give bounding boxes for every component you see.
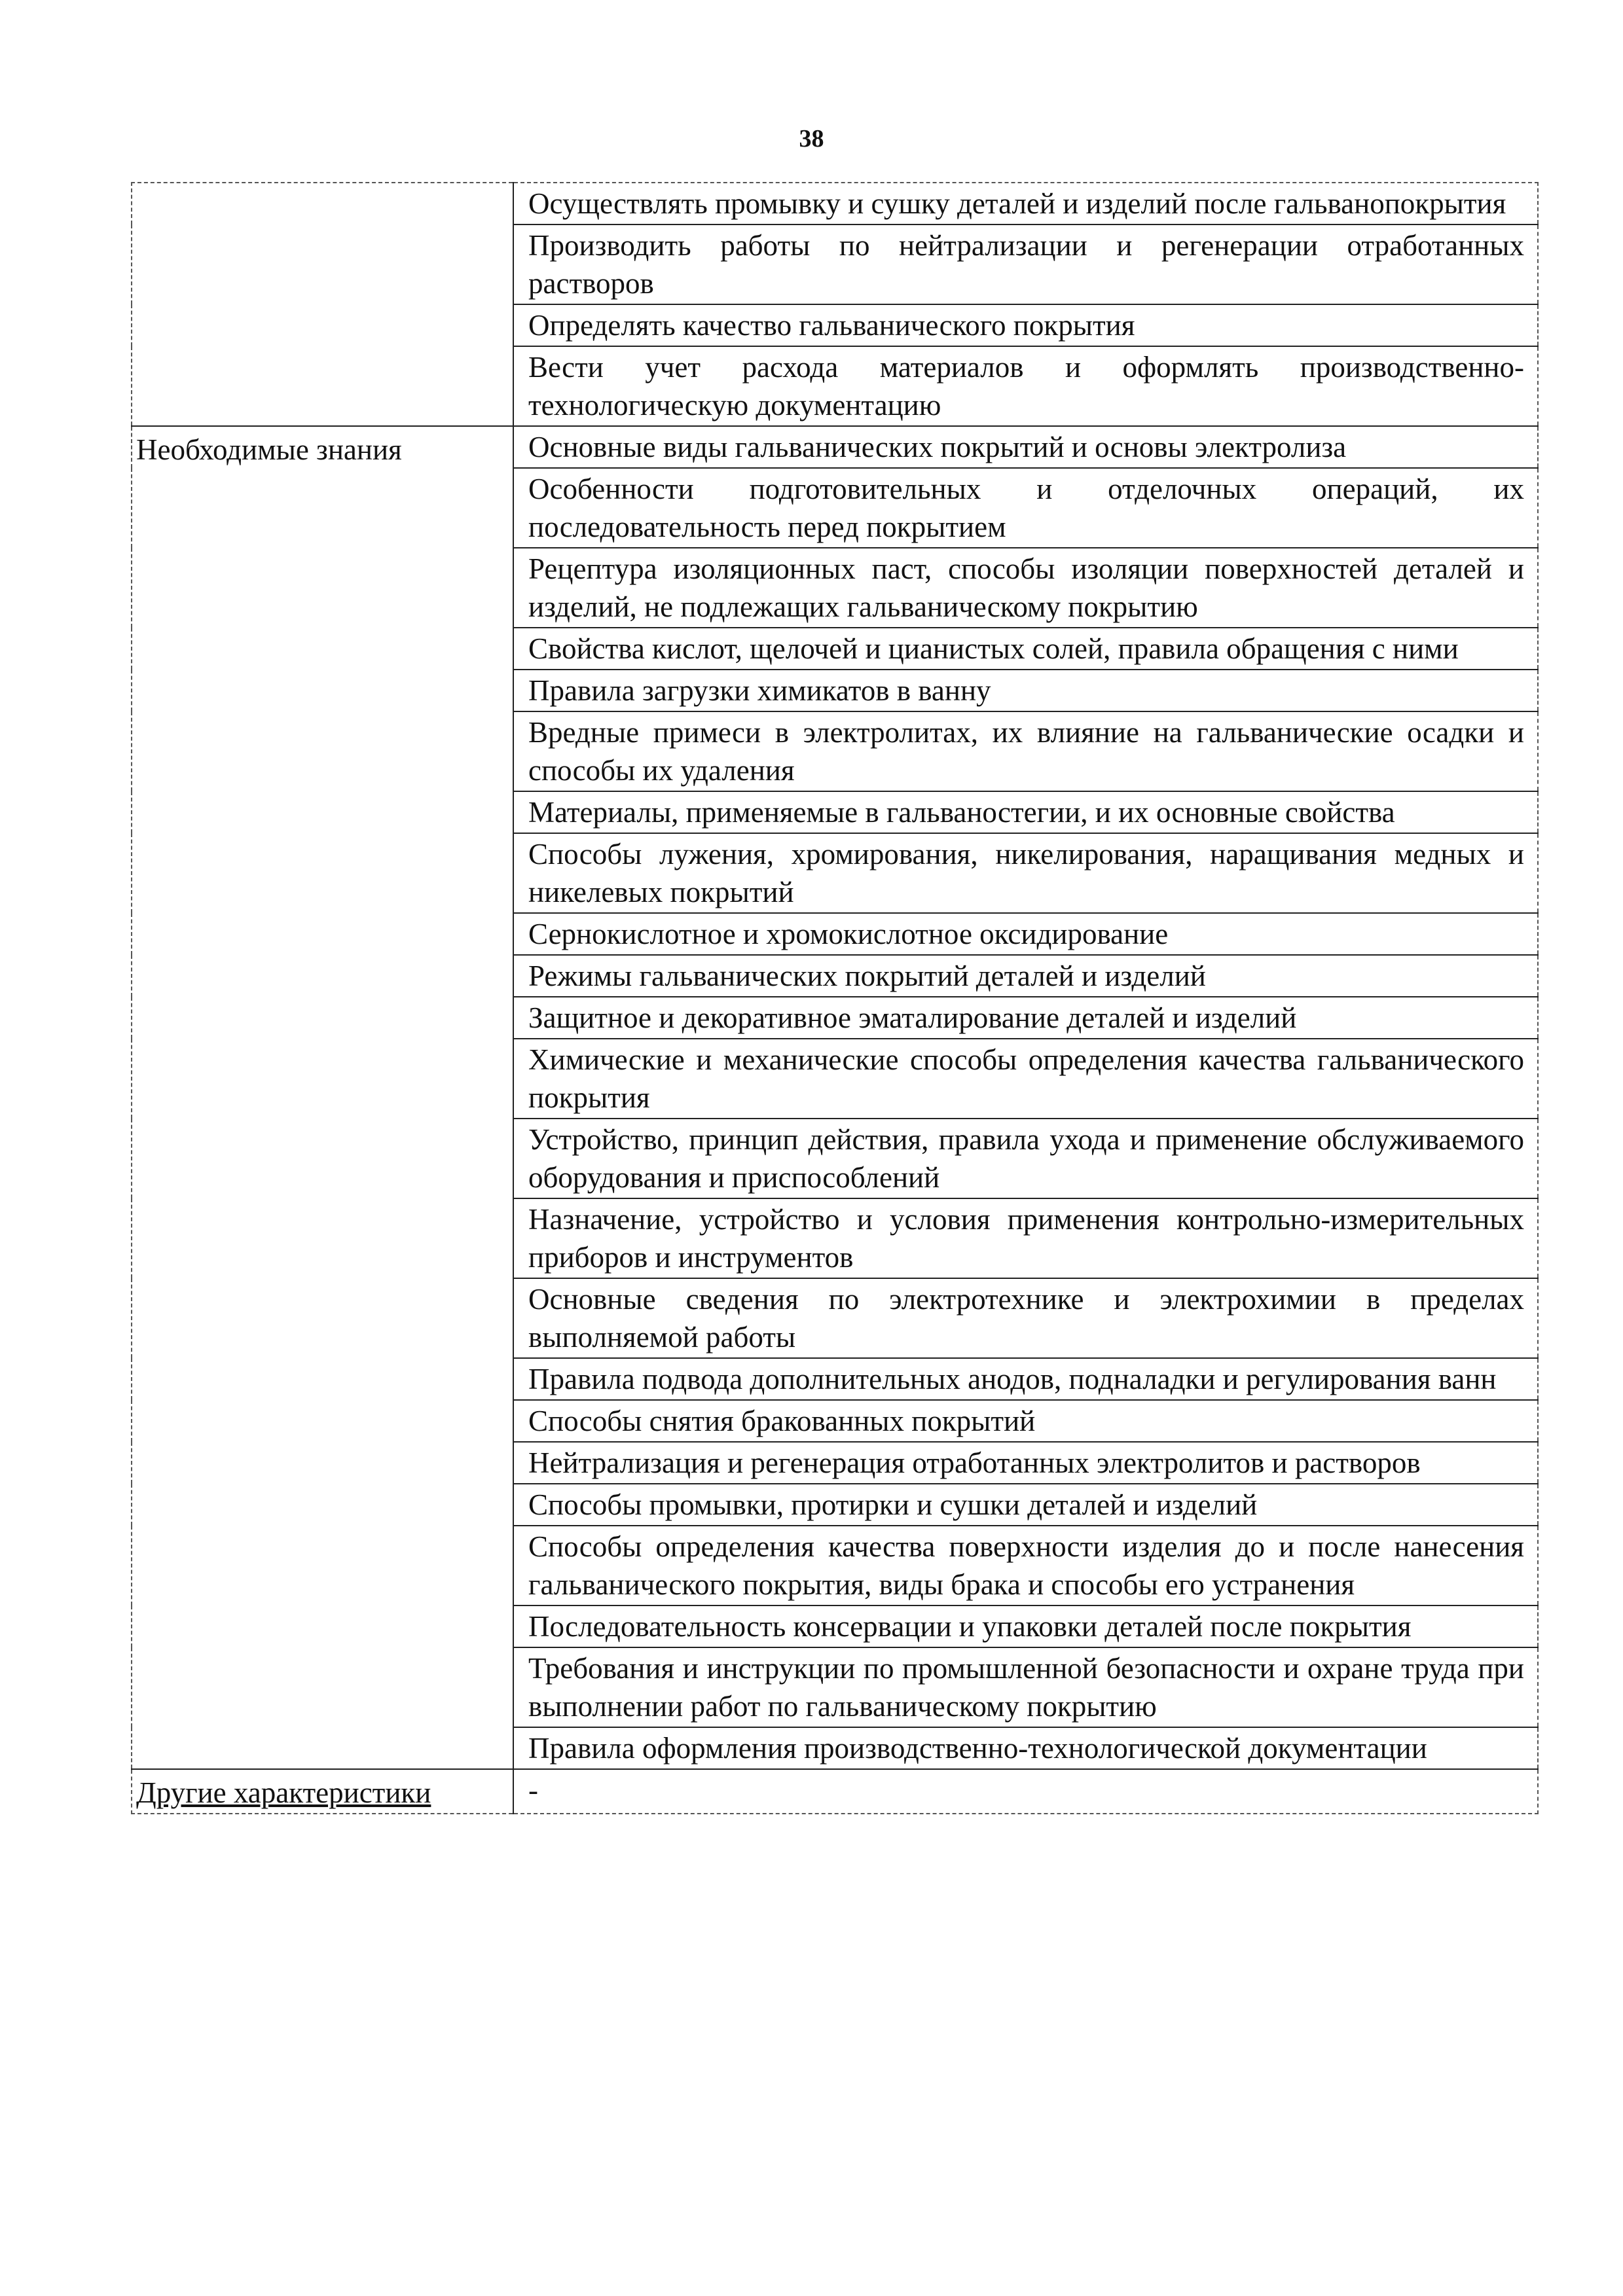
requirement-item: Правила оформления производственно-технологической документации xyxy=(513,1727,1538,1769)
requirement-item: Рецептура изоляционных паст, способы изоляции поверхностей деталей и изделий, не подлежащих гальваническому покрытию xyxy=(513,548,1538,628)
requirement-item: Химические и механические способы определения качества гальванического покрытия xyxy=(513,1039,1538,1119)
table-row xyxy=(132,1769,1538,1814)
section-label: Необходимые знания xyxy=(136,433,402,466)
requirement-item: Правила подвода дополнительных анодов, подналадки и регулирования ванн xyxy=(513,1358,1538,1400)
page-number: 38 xyxy=(799,125,824,152)
requirement-item: Способы промывки, протирки и сушки деталей и изделий xyxy=(513,1484,1538,1526)
requirement-item: Последовательность консервации и упаковки деталей после покрытия xyxy=(513,1605,1538,1647)
requirement-item: Особенности подготовительных и отделочных операций, их последовательность перед покрытием xyxy=(513,468,1538,548)
requirement-item: Защитное и декоративное эматалирование деталей и изделий xyxy=(513,997,1538,1039)
requirement-item: Основные виды гальванических покрытий и основы электролиза xyxy=(513,426,1538,468)
requirement-item: Правила загрузки химикатов в ванну xyxy=(513,670,1538,711)
requirement-item: Основные сведения по электротехнике и электрохимии в пределах выполняемой работы xyxy=(513,1278,1538,1358)
requirement-item: Материалы, применяемые в гальваностегии, и их основные свойства xyxy=(513,791,1538,833)
requirement-item: Способы снятия бракованных покрытий xyxy=(513,1400,1538,1442)
requirement-item: Способы лужения, хромирования, никелирования, наращивания медных и никелевых покрытий xyxy=(513,833,1538,913)
section-label-cell xyxy=(132,183,513,426)
section-label: Другие характеристики xyxy=(136,1776,431,1809)
section-label-cell xyxy=(132,426,513,1769)
table-row xyxy=(132,426,1538,468)
qualification-table xyxy=(131,182,1539,1814)
requirement-item: Вести учет расхода материалов и оформлять производственно-технологическую документацию xyxy=(513,346,1538,426)
requirement-item: Способы определения качества поверхности изделия до и после нанесения гальванического покрытия, виды брака и способы его устранения xyxy=(513,1526,1538,1605)
requirement-item: - xyxy=(513,1769,1538,1814)
requirement-item: Определять качество гальванического покрытия xyxy=(513,304,1538,346)
requirement-item: Устройство, принцип действия, правила ухода и применение обслуживаемого оборудования и приспособлений xyxy=(513,1119,1538,1198)
requirement-item: Производить работы по нейтрализации и регенерации отработанных растворов xyxy=(513,224,1538,304)
requirement-item: Осуществлять промывку и сушку деталей и изделий после гальванопокрытия xyxy=(513,183,1538,224)
requirement-item: Сернокислотное и хромокислотное оксидирование xyxy=(513,913,1538,955)
table-row xyxy=(132,183,1538,224)
requirement-item: Нейтрализация и регенерация отработанных электролитов и растворов xyxy=(513,1442,1538,1484)
requirement-item: Свойства кислот, щелочей и цианистых солей, правила обращения с ними xyxy=(513,628,1538,670)
requirement-item: Вредные примеси в электролитах, их влияние на гальванические осадки и способы их удаления xyxy=(513,711,1538,791)
requirement-item: Режимы гальванических покрытий деталей и изделий xyxy=(513,955,1538,997)
requirement-item: Назначение, устройство и условия применения контрольно-измерительных приборов и инструментов xyxy=(513,1198,1538,1278)
requirement-item: Требования и инструкции по промышленной безопасности и охране труда при выполнении работ по гальваническому покрытию xyxy=(513,1647,1538,1727)
section-label-cell xyxy=(132,1769,513,1814)
